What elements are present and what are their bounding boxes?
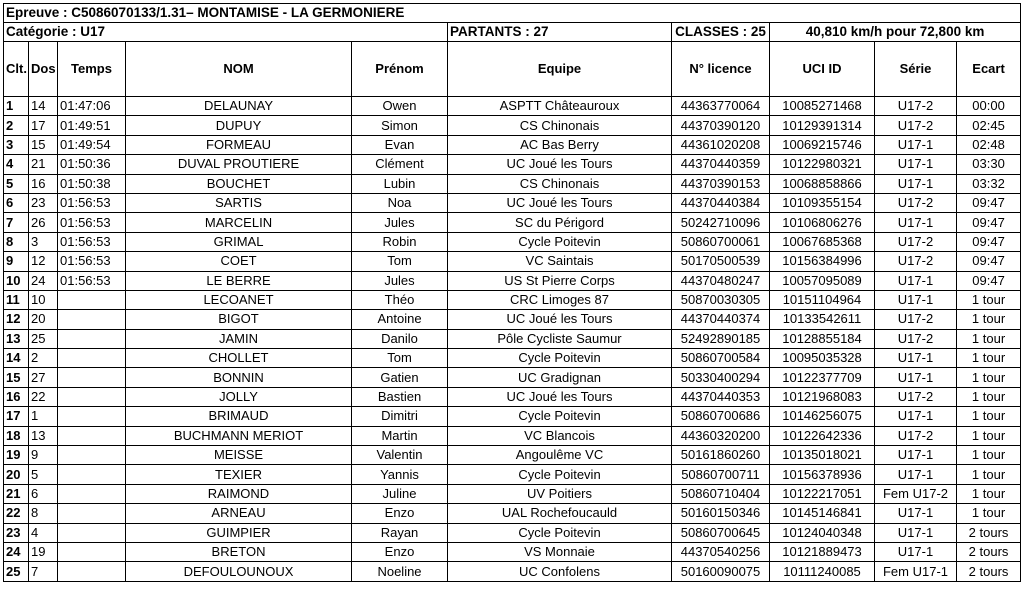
cell-serie: U17-1 — [875, 155, 957, 174]
cell-ecart: 2 tours — [957, 542, 1021, 561]
cell-serie: U17-1 — [875, 368, 957, 387]
cell-serie: U17-2 — [875, 116, 957, 135]
cell-equipe: SC du Périgord — [448, 213, 672, 232]
cell-nom: BRETON — [126, 542, 352, 561]
cell-prenom: Dimitri — [352, 407, 448, 426]
cell-nom: MARCELIN — [126, 213, 352, 232]
cell-prenom: Antoine — [352, 310, 448, 329]
cell-equipe: UV Poitiers — [448, 484, 672, 503]
col-temps: Temps — [58, 42, 126, 97]
cell-dos: 19 — [29, 542, 58, 561]
cell-licence: 50242710096 — [672, 213, 770, 232]
cell-dos: 15 — [29, 135, 58, 154]
cell-nom: JAMIN — [126, 329, 352, 348]
cell-ecart: 2 tours — [957, 523, 1021, 542]
cell-temps: 01:56:53 — [58, 193, 126, 212]
cell-prenom: Enzo — [352, 504, 448, 523]
cell-nom: BUCHMANN MERIOT — [126, 426, 352, 445]
cell-ecart: 03:32 — [957, 174, 1021, 193]
cell-equipe: UC Joué les Tours — [448, 310, 672, 329]
cell-nom: BIGOT — [126, 310, 352, 329]
cell-temps — [58, 349, 126, 368]
cell-clt: 24 — [4, 542, 29, 561]
cell-licence: 50860700061 — [672, 232, 770, 251]
event-title: Epreuve : C5086070133/1.31– MONTAMISE - LA GERMONIERE — [4, 4, 1021, 23]
category-label: Catégorie : U17 — [4, 23, 448, 42]
cell-nom: RAIMOND — [126, 484, 352, 503]
cell-prenom: Danilo — [352, 329, 448, 348]
cell-clt: 9 — [4, 252, 29, 271]
cell-uci-id: 10109355154 — [770, 193, 875, 212]
cell-temps: 01:50:38 — [58, 174, 126, 193]
cell-licence: 50170500539 — [672, 252, 770, 271]
cell-temps — [58, 310, 126, 329]
cell-serie: U17-1 — [875, 542, 957, 561]
cell-serie: U17-2 — [875, 252, 957, 271]
cell-temps — [58, 562, 126, 581]
cell-temps — [58, 465, 126, 484]
cell-licence: 50860700584 — [672, 349, 770, 368]
cell-prenom: Bastien — [352, 387, 448, 406]
cell-clt: 7 — [4, 213, 29, 232]
cell-equipe: CS Chinonais — [448, 174, 672, 193]
cell-uci-id: 10145146841 — [770, 504, 875, 523]
cell-prenom: Evan — [352, 135, 448, 154]
cell-clt: 8 — [4, 232, 29, 251]
cell-ecart: 03:30 — [957, 155, 1021, 174]
cell-temps: 01:49:54 — [58, 135, 126, 154]
cell-uci-id: 10085271468 — [770, 97, 875, 116]
cell-ecart: 1 tour — [957, 349, 1021, 368]
results-table — [3, 3, 1021, 582]
table-row — [4, 562, 1021, 581]
cell-equipe: UC Confolens — [448, 562, 672, 581]
table-row — [4, 97, 1021, 116]
cell-clt: 25 — [4, 562, 29, 581]
cell-temps: 01:56:53 — [58, 271, 126, 290]
table-row — [4, 116, 1021, 135]
table-row — [4, 446, 1021, 465]
cell-dos: 14 — [29, 97, 58, 116]
cell-licence: 50860710404 — [672, 484, 770, 503]
cell-equipe: VC Saintais — [448, 252, 672, 271]
cell-dos: 5 — [29, 465, 58, 484]
cell-serie: U17-1 — [875, 271, 957, 290]
cell-temps — [58, 446, 126, 465]
cell-equipe: Cycle Poitevin — [448, 523, 672, 542]
cell-prenom: Jules — [352, 213, 448, 232]
cell-dos: 10 — [29, 290, 58, 309]
cell-clt: 22 — [4, 504, 29, 523]
cell-equipe: AC Bas Berry — [448, 135, 672, 154]
cell-licence: 50860700711 — [672, 465, 770, 484]
cell-nom: SARTIS — [126, 193, 352, 212]
cell-nom: DEFOULOUNOUX — [126, 562, 352, 581]
cell-ecart: 1 tour — [957, 368, 1021, 387]
cell-licence: 44370390120 — [672, 116, 770, 135]
cell-equipe: Angoulême VC — [448, 446, 672, 465]
cell-prenom: Théo — [352, 290, 448, 309]
cell-temps — [58, 329, 126, 348]
cell-uci-id: 10122642336 — [770, 426, 875, 445]
cell-clt: 4 — [4, 155, 29, 174]
cell-dos: 27 — [29, 368, 58, 387]
cell-uci-id: 10121968083 — [770, 387, 875, 406]
cell-serie: U17-1 — [875, 523, 957, 542]
cell-prenom: Jules — [352, 271, 448, 290]
cell-equipe: UAL Rochefoucauld — [448, 504, 672, 523]
cell-licence: 50330400294 — [672, 368, 770, 387]
cell-nom: FORMEAU — [126, 135, 352, 154]
cell-licence: 44370480247 — [672, 271, 770, 290]
cell-temps: 01:56:53 — [58, 252, 126, 271]
cell-dos: 12 — [29, 252, 58, 271]
cell-ecart: 1 tour — [957, 426, 1021, 445]
cell-prenom: Rayan — [352, 523, 448, 542]
cell-ecart: 2 tours — [957, 562, 1021, 581]
cell-temps — [58, 426, 126, 445]
cell-dos: 1 — [29, 407, 58, 426]
cell-dos: 22 — [29, 387, 58, 406]
cell-equipe: UC Gradignan — [448, 368, 672, 387]
cell-licence: 44361020208 — [672, 135, 770, 154]
cell-serie: U17-1 — [875, 174, 957, 193]
cell-dos: 21 — [29, 155, 58, 174]
cell-ecart: 1 tour — [957, 465, 1021, 484]
starters-label: PARTANTS : 27 — [448, 23, 672, 42]
cell-equipe: VC Blancois — [448, 426, 672, 445]
cell-temps — [58, 387, 126, 406]
cell-uci-id: 10156384996 — [770, 252, 875, 271]
cell-nom: TEXIER — [126, 465, 352, 484]
cell-serie: U17-2 — [875, 329, 957, 348]
cell-clt: 20 — [4, 465, 29, 484]
cell-equipe: CRC Limoges 87 — [448, 290, 672, 309]
cell-licence: 44370440384 — [672, 193, 770, 212]
cell-equipe: Cycle Poitevin — [448, 407, 672, 426]
cell-uci-id: 10067685368 — [770, 232, 875, 251]
cell-ecart: 09:47 — [957, 232, 1021, 251]
cell-temps: 01:56:53 — [58, 213, 126, 232]
cell-ecart: 09:47 — [957, 193, 1021, 212]
cell-licence: 44363770064 — [672, 97, 770, 116]
cell-serie: U17-2 — [875, 310, 957, 329]
table-row — [4, 232, 1021, 251]
cell-ecart: 09:47 — [957, 252, 1021, 271]
col-serie: Série — [875, 42, 957, 97]
cell-dos: 4 — [29, 523, 58, 542]
cell-prenom: Lubin — [352, 174, 448, 193]
cell-uci-id: 10156378936 — [770, 465, 875, 484]
cell-temps — [58, 484, 126, 503]
cell-clt: 10 — [4, 271, 29, 290]
cell-nom: BONNIN — [126, 368, 352, 387]
cell-prenom: Valentin — [352, 446, 448, 465]
cell-nom: DUPUY — [126, 116, 352, 135]
cell-dos: 25 — [29, 329, 58, 348]
cell-dos: 7 — [29, 562, 58, 581]
cell-prenom: Tom — [352, 349, 448, 368]
cell-clt: 2 — [4, 116, 29, 135]
cell-temps: 01:49:51 — [58, 116, 126, 135]
cell-prenom: Tom — [352, 252, 448, 271]
cell-ecart: 09:47 — [957, 213, 1021, 232]
cell-nom: MEISSE — [126, 446, 352, 465]
cell-serie: U17-1 — [875, 504, 957, 523]
cell-equipe: Cycle Poitevin — [448, 465, 672, 484]
col-nom: NOM — [126, 42, 352, 97]
cell-ecart: 1 tour — [957, 329, 1021, 348]
cell-temps — [58, 542, 126, 561]
table-row — [4, 213, 1021, 232]
table-row — [4, 465, 1021, 484]
classified-label: CLASSES : 25 — [672, 23, 770, 42]
table-row — [4, 426, 1021, 445]
cell-uci-id: 10122377709 — [770, 368, 875, 387]
cell-prenom: Clément — [352, 155, 448, 174]
cell-ecart: 1 tour — [957, 407, 1021, 426]
col-equipe: Equipe — [448, 42, 672, 97]
cell-uci-id: 10133542611 — [770, 310, 875, 329]
cell-licence: 44370440359 — [672, 155, 770, 174]
cell-equipe: ASPTT Châteauroux — [448, 97, 672, 116]
cell-licence: 50860700686 — [672, 407, 770, 426]
cell-dos: 13 — [29, 426, 58, 445]
cell-dos: 9 — [29, 446, 58, 465]
cell-nom: GRIMAL — [126, 232, 352, 251]
cell-clt: 12 — [4, 310, 29, 329]
cell-serie: U17-1 — [875, 290, 957, 309]
table-row — [4, 271, 1021, 290]
cell-prenom: Martin — [352, 426, 448, 445]
cell-uci-id: 10135018021 — [770, 446, 875, 465]
col-dos: Dos — [29, 42, 58, 97]
cell-uci-id: 10106806276 — [770, 213, 875, 232]
cell-uci-id: 10111240085 — [770, 562, 875, 581]
cell-prenom: Noa — [352, 193, 448, 212]
cell-ecart: 00:00 — [957, 97, 1021, 116]
cell-temps — [58, 504, 126, 523]
cell-temps: 01:50:36 — [58, 155, 126, 174]
cell-dos: 8 — [29, 504, 58, 523]
cell-temps — [58, 368, 126, 387]
cell-clt: 3 — [4, 135, 29, 154]
cell-uci-id: 10128855184 — [770, 329, 875, 348]
cell-serie: U17-1 — [875, 135, 957, 154]
cell-nom: LECOANET — [126, 290, 352, 309]
cell-ecart: 1 tour — [957, 387, 1021, 406]
cell-ecart: 02:48 — [957, 135, 1021, 154]
table-row — [4, 523, 1021, 542]
cell-nom: LE BERRE — [126, 271, 352, 290]
cell-serie: Fem U17-1 — [875, 562, 957, 581]
cell-uci-id: 10122217051 — [770, 484, 875, 503]
cell-serie: U17-2 — [875, 97, 957, 116]
cell-equipe: US St Pierre Corps — [448, 271, 672, 290]
table-row — [4, 155, 1021, 174]
cell-equipe: Cycle Poitevin — [448, 349, 672, 368]
cell-ecart: 02:45 — [957, 116, 1021, 135]
cell-licence: 44370440353 — [672, 387, 770, 406]
cell-equipe: UC Joué les Tours — [448, 193, 672, 212]
col-clt: Clt. — [4, 42, 29, 97]
cell-licence: 50160150346 — [672, 504, 770, 523]
cell-licence: 50860700645 — [672, 523, 770, 542]
cell-nom: CHOLLET — [126, 349, 352, 368]
cell-equipe: Cycle Poitevin — [448, 232, 672, 251]
table-row — [4, 387, 1021, 406]
cell-serie: U17-2 — [875, 426, 957, 445]
cell-clt: 13 — [4, 329, 29, 348]
cell-clt: 23 — [4, 523, 29, 542]
cell-prenom: Enzo — [352, 542, 448, 561]
cell-licence: 50160090075 — [672, 562, 770, 581]
cell-nom: GUIMPIER — [126, 523, 352, 542]
cell-prenom: Owen — [352, 97, 448, 116]
cell-ecart: 1 tour — [957, 446, 1021, 465]
cell-ecart: 1 tour — [957, 504, 1021, 523]
cell-serie: U17-1 — [875, 349, 957, 368]
cell-clt: 5 — [4, 174, 29, 193]
cell-dos: 23 — [29, 193, 58, 212]
cell-serie: U17-1 — [875, 407, 957, 426]
cell-clt: 16 — [4, 387, 29, 406]
table-row — [4, 542, 1021, 561]
cell-prenom: Simon — [352, 116, 448, 135]
cell-prenom: Gatien — [352, 368, 448, 387]
cell-clt: 19 — [4, 446, 29, 465]
table-row — [4, 484, 1021, 503]
cell-nom: DELAUNAY — [126, 97, 352, 116]
cell-uci-id: 10129391314 — [770, 116, 875, 135]
table-row — [4, 407, 1021, 426]
cell-serie: U17-2 — [875, 193, 957, 212]
cell-dos: 2 — [29, 349, 58, 368]
cell-equipe: UC Joué les Tours — [448, 155, 672, 174]
cell-serie: Fem U17-2 — [875, 484, 957, 503]
table-row — [4, 193, 1021, 212]
cell-licence: 44360320200 — [672, 426, 770, 445]
cell-clt: 21 — [4, 484, 29, 503]
cell-serie: U17-1 — [875, 465, 957, 484]
cell-clt: 6 — [4, 193, 29, 212]
cell-licence: 52492890185 — [672, 329, 770, 348]
cell-licence: 44370540256 — [672, 542, 770, 561]
cell-ecart: 1 tour — [957, 310, 1021, 329]
col-ecart: Ecart — [957, 42, 1021, 97]
cell-serie: U17-1 — [875, 446, 957, 465]
cell-clt: 17 — [4, 407, 29, 426]
table-row — [4, 135, 1021, 154]
cell-dos: 20 — [29, 310, 58, 329]
col-uci-id: UCI ID — [770, 42, 875, 97]
cell-nom: BRIMAUD — [126, 407, 352, 426]
table-row — [4, 504, 1021, 523]
cell-uci-id: 10069215746 — [770, 135, 875, 154]
cell-equipe: Pôle Cycliste Saumur — [448, 329, 672, 348]
cell-clt: 1 — [4, 97, 29, 116]
cell-temps — [58, 523, 126, 542]
cell-licence: 50870030305 — [672, 290, 770, 309]
cell-prenom: Robin — [352, 232, 448, 251]
cell-serie: U17-2 — [875, 387, 957, 406]
cell-prenom: Noeline — [352, 562, 448, 581]
cell-temps: 01:47:06 — [58, 97, 126, 116]
cell-uci-id: 10122980321 — [770, 155, 875, 174]
cell-uci-id: 10151104964 — [770, 290, 875, 309]
cell-licence: 44370390153 — [672, 174, 770, 193]
cell-nom: JOLLY — [126, 387, 352, 406]
event-row — [4, 4, 1021, 23]
cell-dos: 17 — [29, 116, 58, 135]
cell-clt: 11 — [4, 290, 29, 309]
cell-temps — [58, 407, 126, 426]
cell-dos: 24 — [29, 271, 58, 290]
cell-ecart: 1 tour — [957, 290, 1021, 309]
cell-prenom: Juline — [352, 484, 448, 503]
cell-uci-id: 10146256075 — [770, 407, 875, 426]
cell-clt: 18 — [4, 426, 29, 445]
table-row — [4, 290, 1021, 309]
cell-uci-id: 10124040348 — [770, 523, 875, 542]
cell-nom: BOUCHET — [126, 174, 352, 193]
table-row — [4, 252, 1021, 271]
cell-temps: 01:56:53 — [58, 232, 126, 251]
cell-uci-id: 10121889473 — [770, 542, 875, 561]
table-row — [4, 174, 1021, 193]
cell-dos: 16 — [29, 174, 58, 193]
cell-ecart: 09:47 — [957, 271, 1021, 290]
cell-clt: 15 — [4, 368, 29, 387]
cell-equipe: VS Monnaie — [448, 542, 672, 561]
cell-ecart: 1 tour — [957, 484, 1021, 503]
table-row — [4, 368, 1021, 387]
results-body — [4, 97, 1021, 582]
cell-nom: COET — [126, 252, 352, 271]
results-sheet — [3, 3, 1020, 582]
cell-dos: 26 — [29, 213, 58, 232]
speed-label: 40,810 km/h pour 72,800 km — [770, 23, 1021, 42]
cell-uci-id: 10068858866 — [770, 174, 875, 193]
table-row — [4, 349, 1021, 368]
cell-prenom: Yannis — [352, 465, 448, 484]
cell-licence: 50161860260 — [672, 446, 770, 465]
cell-nom: ARNEAU — [126, 504, 352, 523]
table-row — [4, 310, 1021, 329]
cell-serie: U17-1 — [875, 213, 957, 232]
info-row — [4, 23, 1021, 42]
cell-uci-id: 10057095089 — [770, 271, 875, 290]
cell-nom: DUVAL PROUTIERE — [126, 155, 352, 174]
cell-uci-id: 10095035328 — [770, 349, 875, 368]
cell-equipe: CS Chinonais — [448, 116, 672, 135]
cell-dos: 3 — [29, 232, 58, 251]
column-header-row — [4, 42, 1021, 97]
cell-temps — [58, 290, 126, 309]
cell-licence: 44370440374 — [672, 310, 770, 329]
col-licence: N° licence — [672, 42, 770, 97]
cell-serie: U17-2 — [875, 232, 957, 251]
cell-dos: 6 — [29, 484, 58, 503]
table-row — [4, 329, 1021, 348]
cell-clt: 14 — [4, 349, 29, 368]
cell-equipe: UC Joué les Tours — [448, 387, 672, 406]
col-prenom: Prénom — [352, 42, 448, 97]
